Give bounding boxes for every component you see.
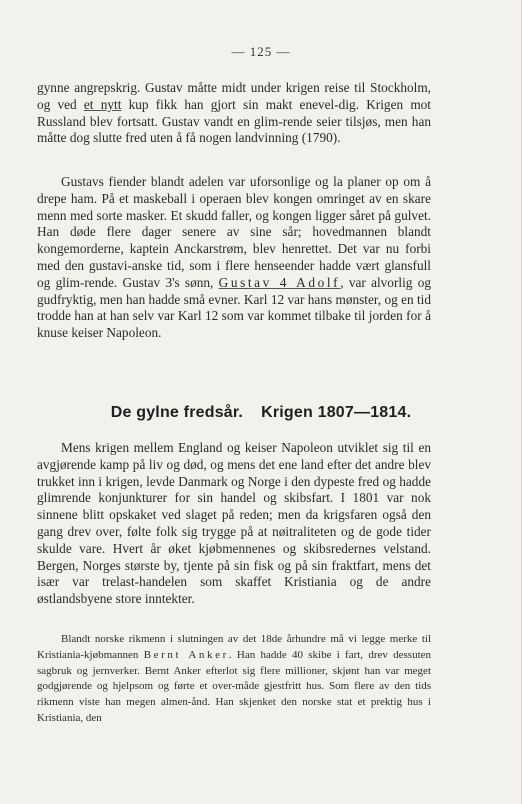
paragraph-2 <box>37 174 431 342</box>
note-text-c: . Han hadde 40 skibe i fart, drev dessuten sagbruk og jernverker. Bernt Anker efterlot sig flere millioner, skjønt han var meget godgjørende og hjelpsom og førte et over-måde gjestfritt hus. Som flere av den tids rikmenn viste han megen almen-ånd. Han skjenket den norske stat et prektig hus i Kristiania, den <box>37 648 432 724</box>
page-number: — 125 — <box>231 44 291 59</box>
paragraph-1-text-c: kup fikk han gjort sin makt enevel-dig. Krigen mot Russland blev fortsatt. Gustav vandt en glim-rende seier tilsjøs, men han måtte dog slutte fred uten å få nogen landvinning (1790). <box>37 96 432 146</box>
paragraph-3 <box>37 440 431 608</box>
section-heading-left: De gylne fredsår. <box>110 404 244 421</box>
paragraph-3-text: Mens krigen mellem England og keiser Napoleon utviklet sig til en avgjørende kamp på liv og død, og mens det ene land efter det andre blev trukket inn i krigen, levde Danmark og Norge i den dypeste fred og hadde glimrende konjunkturer for sin handel og skibsfart. I 1801 var nok sinnene blitt opskaket ved slaget på reden; men da krigsfaren også den gang drev over, følte folk sig trygge på at nøitraliteten og de gode tider skulde vare. Hvert år øket kjøbmennenes og skibsredernes velstand. Bergen, Norges største by, tjente på sin fisk og på sin fraktfart, mens det især var trelast-handelen som skaffet Kristiania og de andre østlandsbyene store inntekter. <box>37 440 431 607</box>
note-text-a: Blandt norske rikmenn i slutningen av det 18de århundre må vi legge merke til Kristiania-kjøbmannen <box>37 633 431 661</box>
paragraph-2-name-spaced: Gustav 4 Adolf <box>218 274 341 290</box>
small-print-note <box>37 632 431 727</box>
paragraph-2-text-c: , var alvorlig og gudfryktig, men han hadde små evner. Karl 12 var hans mønster, og en tid trodde han at han selv var Karl 12 som var kommet tilbake til jorden for å knuse keiser Napoleon. <box>37 274 431 341</box>
paragraph-1 <box>37 80 431 147</box>
paragraph-2-text-a: Gustavs fiender blandt adelen var uforsonlige og la planer op om å drepe ham. På et maskeball i operaen blev kongen omringet av en skare menn med sorte masker. Et skudd faller, og kongen ligger såret på gulvet. Han døde flere dager senere av sine sår; hovedmannen blandt kongemorderne, kaptein Anckarstrøm, blev henrettet. Det var nu forbi med den gustavi-anske tid, som i flere henseender hadde vært glansfull og glim-rende. Gustav 3's sønn, <box>37 174 431 290</box>
section-heading-right: Krigen 1807—1814. <box>261 404 412 421</box>
paragraph-1-text-a: gynne angrepskrig. Gustav måtte midt under krigen reise til Stockholm, og ved <box>37 80 431 112</box>
paragraph-1-underlined: et nytt <box>83 96 122 112</box>
section-heading <box>0 404 522 422</box>
note-name-spaced: Bernt Anker <box>143 648 229 661</box>
